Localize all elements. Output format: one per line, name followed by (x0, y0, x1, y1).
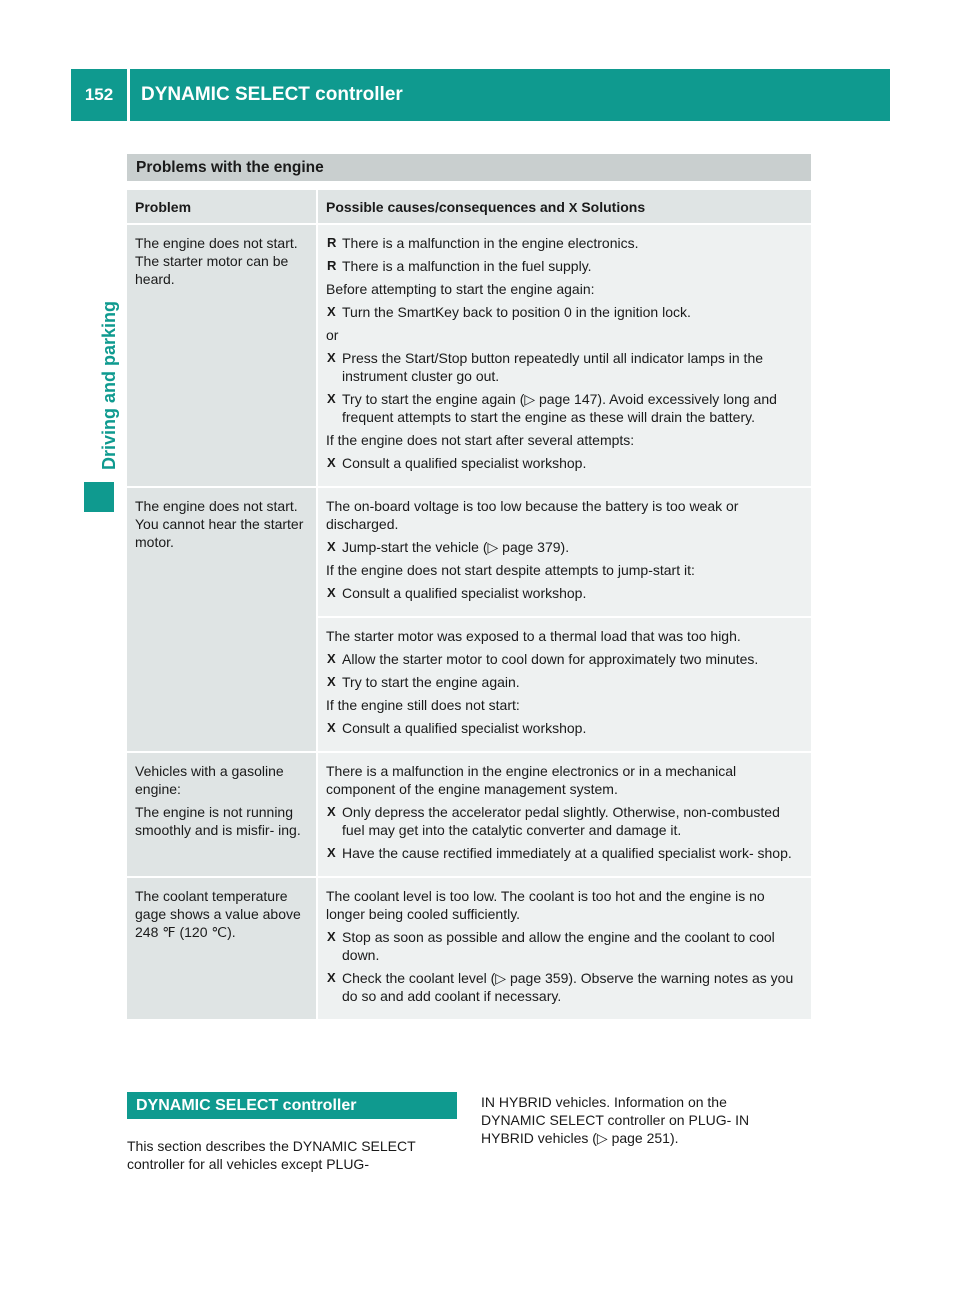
bullet-icon: R (327, 235, 337, 250)
column-header-solutions (318, 190, 811, 225)
item-text: Only depress the accelerator pedal slightly. Otherwise, non-combusted fuel may get into the catalytic converter and damage it. (342, 804, 780, 838)
solution-cell (318, 878, 811, 1021)
header-title: DYNAMIC SELECT controller (141, 84, 403, 105)
item-text: Turn the SmartKey back to position 0 in the ignition lock. (342, 304, 691, 320)
side-chapter-label: Driving and parking (99, 300, 119, 470)
item-text: Try to start the engine again. (342, 674, 520, 690)
step-item (326, 928, 803, 964)
item-text: Jump-start the vehicle (▷ page 379). (342, 539, 570, 555)
table-row (127, 225, 811, 488)
problem-subtext: The engine is not running smoothly and is misfir- ing. (135, 804, 301, 838)
item-text: There is a malfunction in the engine electronics. (342, 235, 639, 251)
item-text: Consult a qualified specialist workshop. (342, 455, 587, 471)
arrow-icon: X (327, 970, 336, 985)
item-text: Consult a qualified specialist workshop. (342, 585, 587, 601)
step-item (326, 803, 803, 839)
step-item (326, 584, 803, 602)
solution-cell (318, 488, 811, 618)
problems-table (127, 190, 811, 1021)
dynamic-select-right-text: IN HYBRID vehicles. Information on the DYNAMIC SELECT controller on PLUG- IN HYBRID vehicles (▷ page 251). (481, 1094, 750, 1146)
arrow-icon: X (327, 720, 336, 735)
dynamic-select-left-text: This section describes the DYNAMIC SELECT controller for all vehicles except PLUG- (127, 1138, 416, 1172)
table-header-row (127, 190, 811, 225)
table-row (127, 488, 811, 618)
arrow-icon: X (327, 455, 336, 470)
item-text: There is a malfunction in the fuel supply. (342, 258, 592, 274)
column-header-solutions-prefix: Possible causes/consequences and (326, 199, 565, 215)
cause-item (326, 234, 803, 252)
problem-text: The engine does not start. The starter motor can be heard. (135, 235, 298, 287)
solution-paragraph: The coolant level is too low. The coolant is too hot and the engine is no longer being cooled sufficiently. (326, 888, 765, 922)
table-body (127, 225, 811, 1021)
column-header-problem: Problem (127, 190, 318, 225)
solution-paragraph: There is a malfunction in the engine electronics or in a mechanical component of the engine management system. (326, 763, 737, 797)
step-item (326, 719, 803, 737)
solution-cell (318, 618, 811, 753)
arrow-icon: X (327, 674, 336, 689)
step-item (326, 673, 803, 691)
column-header-solutions-suffix: Solutions (581, 199, 646, 215)
side-chapter-marker (84, 482, 114, 512)
arrow-icon: X (327, 585, 336, 600)
step-item (326, 349, 803, 385)
arrow-icon: X (327, 350, 336, 365)
step-item (326, 454, 803, 472)
problem-text: The engine does not start. You cannot hear the starter motor. (135, 498, 304, 550)
solution-cell (318, 753, 811, 878)
problem-cell (127, 225, 318, 488)
arrow-icon: X (568, 200, 578, 215)
item-text: Allow the starter motor to cool down for approximately two minutes. (342, 651, 759, 667)
problem-text: The coolant temperature gage shows a value above 248 ℉ (120 ℃). (135, 888, 301, 940)
solution-paragraph: If the engine does not start after several attempts: (326, 432, 635, 448)
solution-cell (318, 225, 811, 488)
item-text: Check the coolant level (▷ page 359). Observe the warning notes as you do so and add coolant if necessary. (342, 970, 794, 1004)
solution-paragraph: If the engine still does not start: (326, 697, 520, 713)
step-item (326, 538, 803, 556)
section-title: Problems with the engine (127, 154, 811, 181)
step-item (326, 390, 803, 426)
problem-text: Vehicles with a gasoline engine: (135, 763, 284, 797)
cause-item (326, 257, 803, 275)
step-item (326, 650, 803, 668)
solution-paragraph: The starter motor was exposed to a thermal load that was too high. (326, 628, 741, 644)
solution-paragraph: or (326, 327, 339, 343)
arrow-icon: X (327, 929, 336, 944)
item-text: Try to start the engine again (▷ page 147). Avoid excessively long and frequent attempts to start the engine as these will drain the battery. (342, 391, 777, 425)
step-item (326, 303, 803, 321)
table-row (127, 753, 811, 878)
dynamic-select-title: DYNAMIC SELECT controller (127, 1092, 457, 1119)
solution-paragraph: The on-board voltage is too low because the battery is too weak or discharged. (326, 498, 739, 532)
arrow-icon: X (327, 539, 336, 554)
header-divider (127, 69, 130, 121)
item-text: Have the cause rectified immediately at a qualified specialist work- shop. (342, 845, 792, 861)
table-row (127, 878, 811, 1021)
bullet-icon: R (327, 258, 337, 273)
problem-cell (127, 488, 318, 753)
arrow-icon: X (327, 804, 336, 819)
item-text: Stop as soon as possible and allow the engine and the coolant to cool down. (342, 929, 775, 963)
step-item (326, 969, 803, 1005)
item-text: Press the Start/Stop button repeatedly until all indicator lamps in the instrument cluster go out. (342, 350, 764, 384)
arrow-icon: X (327, 845, 336, 860)
arrow-icon: X (327, 304, 336, 319)
problem-cell (127, 878, 318, 1021)
page-number: 152 (84, 85, 114, 104)
step-item (326, 844, 803, 862)
solution-paragraph: If the engine does not start despite attempts to jump-start it: (326, 562, 695, 578)
solution-paragraph: Before attempting to start the engine again: (326, 281, 595, 297)
problem-cell (127, 753, 318, 878)
arrow-icon: X (327, 651, 336, 666)
arrow-icon: X (327, 391, 336, 406)
item-text: Consult a qualified specialist workshop. (342, 720, 587, 736)
